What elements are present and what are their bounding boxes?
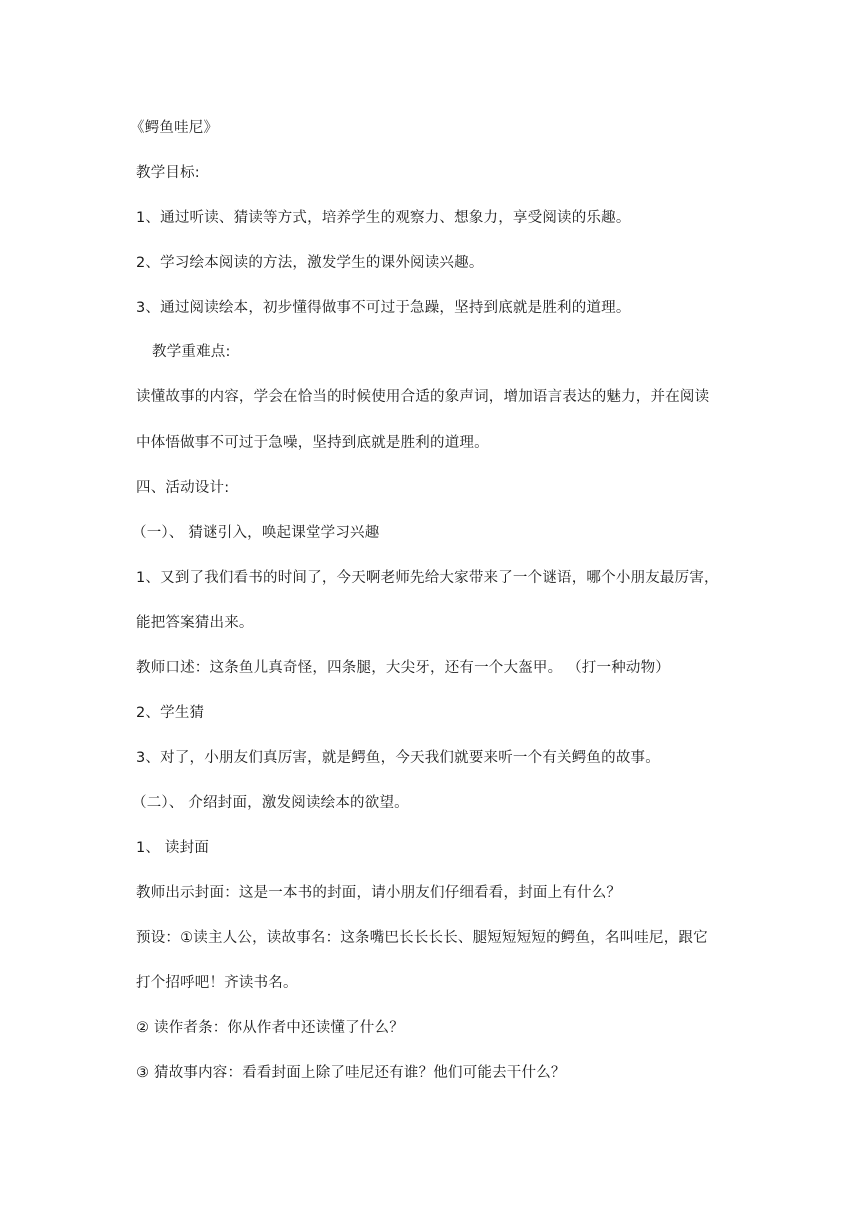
objective-item: 2、学习绘本阅读的方法，激发学生的课外阅读兴趣。	[136, 255, 484, 271]
section-heading: （二）、 介绍封面，激发阅读绘本的欲望。	[132, 795, 409, 811]
section-paragraph: 3、对了，小朋友们真厉害，就是鳄鱼，今天我们就要来听一个有关鳄鱼的故事。	[136, 750, 660, 766]
objective-item: 1、通过听读、猜读等方式，培养学生的观察力、想象力，享受阅读的乐趣。	[136, 210, 631, 226]
section-paragraph: ② 读作者条：你从作者中还读懂了什么？	[136, 1020, 404, 1036]
section-paragraph: 能把答案猜出来。	[136, 615, 254, 631]
section-paragraph: 2、学生猜	[136, 705, 205, 721]
section-paragraph: 教师出示封面：这是一本书的封面，请小朋友们仔细看看，封面上有什么？	[136, 885, 622, 901]
objectives-heading: 教学目标:	[136, 165, 200, 181]
section-paragraph: 教师口述：这条鱼儿真奇怪，四条腿，大尖牙，还有一个大盔甲。 （打一种动物）	[136, 660, 671, 676]
section-paragraph: 1、 读封面	[136, 840, 210, 856]
key-points-text: 中体悟做事不可过于急噪，坚持到底就是胜利的道理。	[136, 435, 489, 451]
key-points-text: 读懂故事的内容，学会在恰当的时候使用合适的象声词，增加语言表达的魅力，并在阅读	[136, 389, 710, 405]
document-title: 《鳄鱼哇尼》	[130, 120, 219, 136]
section-heading: （一）、 猜谜引入，唤起课堂学习兴趣	[132, 525, 380, 541]
activity-heading: 四、活动设计:	[136, 480, 230, 496]
section-paragraph: 打个招呼吧！齐读书名。	[136, 975, 298, 991]
key-points-heading: 教学重难点:	[152, 344, 231, 360]
section-paragraph: 1、又到了我们看书的时间了，今天啊老师先给大家带来了一个谜语，哪个小朋友最厉害，	[136, 570, 719, 586]
objective-item: 3、通过阅读绘本，初步懂得做事不可过于急躁，坚持到底就是胜利的道理。	[136, 300, 631, 316]
section-paragraph: 预设：①读主人公，读故事名：这条嘴巴长长长长、腿短短短短的鳄鱼，名叫哇尼，跟它	[136, 930, 708, 946]
section-paragraph: ③ 猜故事内容：看看封面上除了哇尼还有谁？他们可能去干什么？	[136, 1065, 566, 1081]
